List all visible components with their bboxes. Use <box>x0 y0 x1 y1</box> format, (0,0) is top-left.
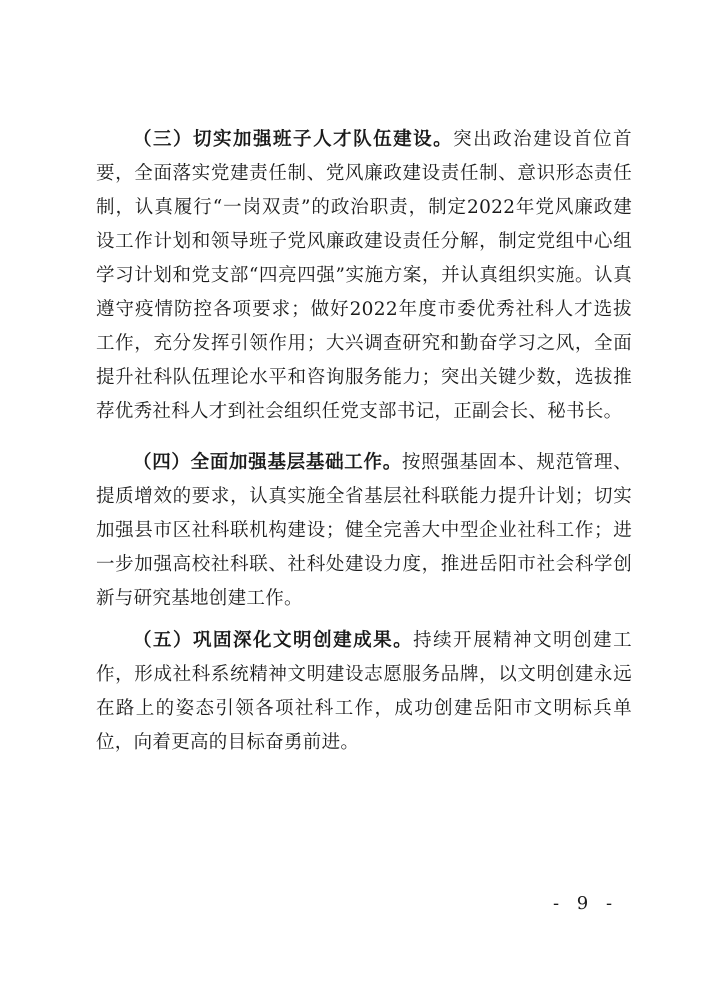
paragraph-grassroots-work <box>96 446 632 616</box>
paragraph-heading: （三）切实加强班子人才队伍建设。 <box>133 129 454 150</box>
paragraph-civilization-creation <box>96 624 632 760</box>
paragraph-team-building <box>96 123 632 429</box>
paragraph-body: 持续开展精神文明创建工作，形成社科系统精神文明建设志愿服务品牌，以文明创建永远在路上的姿态引领各项社科工作，成功创建岳阳市文明标兵单位，向着更高的目标奋勇前进。 <box>96 630 632 753</box>
paragraph-heading: （五）巩固深化文明创建成果。 <box>133 630 414 651</box>
page-number: - 9 - <box>553 893 619 914</box>
paragraph-heading: （四）全面加强基层基础工作。 <box>133 452 402 473</box>
paragraph-body: 突出政治建设首位首要，全面落实党建责任制、党风廉政建设责任制、意识形态责任制，认真履行“一岗双责”的政治职责，制定2022年党风廉政建设工作计划和领导班子党风廉政建设责任分解，制定党组中心组学习计划和党支部“四亮四强”实施方案，并认真组织实施。认真遵守疫情防控各项要求；做好2022年度市委优秀社科人才选拔工作，充分发挥引领作用；大兴调查研究和勤奋学习之风，全面提升社科队伍理论水平和咨询服务能力；突出关键少数，选拔推荐优秀社科人才到社会组织任党支部书记，正副会长、秘书长。 <box>96 129 632 422</box>
paragraph-body: 按照强基固本、规范管理、提质增效的要求，认真实施全省基层社科联能力提升计划；切实加强县市区社科联机构建设；健全完善大中型企业社科工作；进一步加强高校社科联、社科处建设力度，推进岳阳市社会科学创新与研究基地创建工作。 <box>96 452 632 609</box>
